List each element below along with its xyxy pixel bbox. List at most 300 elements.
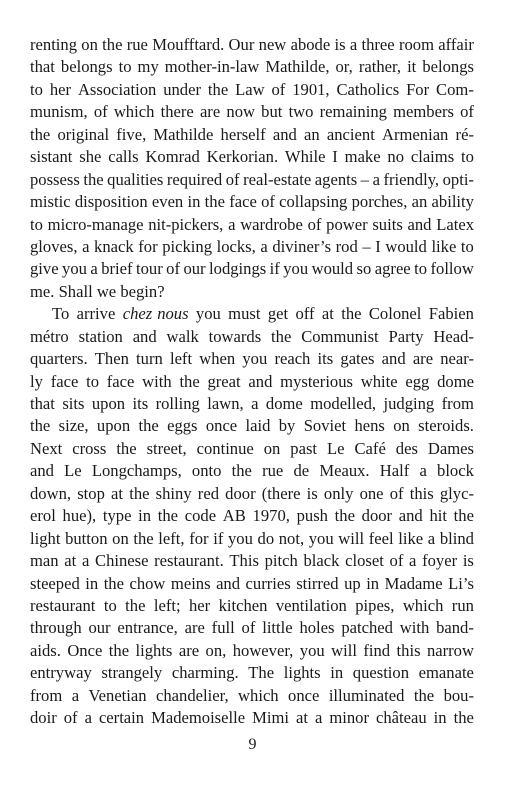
- word: qualities: [107, 169, 164, 189]
- word: down,: [30, 483, 72, 503]
- word: in: [330, 663, 344, 683]
- word: will: [338, 528, 365, 548]
- word: Madame: [384, 573, 443, 593]
- word: and: [248, 371, 273, 391]
- word: a: [427, 528, 436, 548]
- word: a: [419, 461, 427, 481]
- text-line: [30, 707, 474, 729]
- word: of: [271, 79, 286, 99]
- word: the: [125, 595, 146, 615]
- word: claims: [410, 147, 455, 167]
- word: rue: [126, 35, 148, 54]
- word: push: [296, 506, 328, 526]
- word: Moufftard.: [152, 35, 225, 54]
- word: Party: [388, 326, 424, 346]
- word: if: [269, 259, 280, 279]
- text-line: [30, 415, 474, 437]
- word: the: [157, 506, 179, 526]
- word: run: [451, 595, 474, 615]
- word: abode: [290, 35, 331, 54]
- word: ability: [431, 192, 474, 212]
- word: are: [412, 349, 434, 369]
- word: a: [84, 708, 92, 728]
- word: métro: [30, 326, 69, 346]
- word: on: [81, 35, 98, 54]
- text-line: [30, 146, 474, 168]
- word: entryway: [30, 663, 92, 683]
- word: emanate: [418, 663, 474, 683]
- text-line: [30, 101, 474, 123]
- word: which: [113, 102, 155, 122]
- text-line: [30, 460, 474, 482]
- word: Com-: [436, 79, 474, 99]
- word: in: [138, 506, 152, 526]
- word: charming.: [171, 663, 239, 683]
- text-line: [30, 595, 474, 617]
- word: glyc-: [439, 483, 474, 503]
- word: 1970,: [252, 506, 290, 526]
- word: mysterious: [280, 371, 353, 391]
- word: near-: [440, 349, 474, 369]
- word: lodgings: [209, 259, 267, 279]
- word: off: [295, 304, 315, 324]
- text-line: [30, 326, 474, 348]
- word: The: [248, 663, 275, 683]
- word: hit: [429, 506, 447, 526]
- paragraph-2: [30, 303, 474, 729]
- word: judging: [383, 394, 435, 413]
- word: of: [225, 169, 240, 189]
- word: do: [257, 528, 275, 548]
- word: room: [398, 35, 434, 54]
- word: pitch: [264, 551, 298, 571]
- word: certain: [98, 708, 145, 728]
- word: light: [30, 528, 61, 548]
- word: in: [187, 192, 201, 212]
- word: illuminated: [328, 685, 405, 705]
- word: the: [138, 416, 159, 436]
- word: with: [399, 618, 430, 638]
- word: and: [381, 349, 406, 369]
- word: Dames: [427, 438, 474, 458]
- word: onto: [191, 461, 222, 481]
- word: For: [406, 79, 430, 99]
- word: in: [366, 573, 380, 593]
- word: the: [30, 124, 51, 144]
- word: entrance,: [117, 618, 178, 638]
- word: she: [79, 147, 102, 167]
- word: tour: [135, 259, 163, 279]
- word: if: [213, 528, 224, 548]
- word: an: [304, 124, 320, 144]
- word: gloves,: [30, 236, 78, 256]
- word: is: [306, 483, 318, 503]
- word: from: [441, 394, 474, 413]
- word: the: [207, 79, 229, 99]
- word: –: [362, 236, 371, 256]
- word: new: [258, 35, 287, 54]
- word: Communist: [301, 326, 379, 346]
- word: of: [261, 192, 275, 212]
- word: size,: [58, 416, 89, 436]
- word: would: [311, 259, 354, 279]
- word: Next: [30, 438, 63, 458]
- text-line: [30, 550, 474, 572]
- word: a: [81, 551, 90, 571]
- word: full: [211, 618, 235, 638]
- word: micro-manage: [47, 214, 144, 234]
- word: you: [283, 259, 309, 279]
- word: are: [178, 640, 200, 660]
- word: is: [334, 35, 346, 54]
- paragraph-1: [30, 34, 474, 303]
- word: three: [361, 35, 395, 54]
- word: possess: [30, 169, 80, 189]
- word: at: [111, 483, 124, 503]
- word: great: [207, 371, 241, 391]
- word: (there: [261, 483, 301, 503]
- word: Chinese: [95, 551, 149, 571]
- word: white: [360, 371, 398, 391]
- word: no: [387, 147, 405, 167]
- word: château: [375, 708, 427, 728]
- word: our: [183, 259, 206, 279]
- word: to: [461, 147, 474, 167]
- word: in: [85, 573, 99, 593]
- word: the: [133, 528, 154, 548]
- word: rue: [262, 461, 284, 481]
- word: give: [30, 259, 59, 279]
- word: collapsing: [279, 192, 348, 212]
- text-line: me. Shall we begin?: [30, 281, 165, 301]
- word: brief: [101, 259, 133, 279]
- word: chow: [129, 573, 166, 593]
- text-line: [30, 236, 474, 258]
- word: and: [407, 214, 432, 234]
- word: Half: [379, 461, 410, 481]
- word: a: [82, 236, 90, 256]
- word: a: [260, 236, 268, 256]
- word: under: [163, 79, 201, 99]
- word: door: [361, 506, 393, 526]
- text-line: [30, 124, 474, 146]
- word: to: [460, 236, 474, 256]
- text-line: [30, 483, 474, 505]
- word: Mademoiselle: [151, 708, 246, 728]
- word: While: [284, 147, 326, 167]
- word: hens: [354, 416, 385, 436]
- word: left: [169, 349, 193, 369]
- word: this: [396, 640, 421, 660]
- word: –: [360, 169, 370, 189]
- word: the: [453, 708, 474, 728]
- word: blind: [439, 528, 474, 548]
- word: Kerkorian.: [206, 147, 279, 167]
- text-line: [30, 662, 474, 684]
- word: the: [102, 35, 123, 54]
- word: on: [263, 438, 281, 458]
- word: nit-pickers,: [148, 214, 224, 234]
- word: knack: [94, 236, 134, 256]
- word: man: [30, 551, 59, 571]
- text-line: [30, 56, 474, 78]
- word: I: [332, 147, 338, 167]
- word: mother-in-law: [164, 57, 260, 77]
- word: ventilation: [275, 595, 347, 615]
- text-line: [30, 528, 474, 550]
- word: shiny: [155, 483, 192, 503]
- word: Law: [235, 79, 265, 99]
- word: ancient: [326, 124, 375, 144]
- word: Then: [94, 349, 129, 369]
- word: like: [431, 236, 457, 256]
- word: Once: [67, 640, 103, 660]
- body-text: [30, 34, 474, 730]
- word: renting: [30, 35, 78, 54]
- word: Mimi: [252, 708, 289, 728]
- word: you: [227, 528, 253, 548]
- word: it: [407, 57, 417, 77]
- text-line: [30, 34, 474, 56]
- text-line: [30, 573, 474, 595]
- word: the: [453, 506, 474, 526]
- word: Association: [77, 79, 157, 99]
- word: opti-: [442, 169, 474, 189]
- word: restaurant.: [154, 551, 224, 571]
- word: stirred: [296, 573, 339, 593]
- word: of: [389, 483, 404, 503]
- word: on: [112, 528, 129, 548]
- word: lawn,: [207, 394, 244, 413]
- word: our: [88, 618, 111, 638]
- word: Latex: [436, 214, 474, 234]
- word: the: [83, 169, 104, 189]
- word: to: [30, 79, 43, 99]
- word: steeped: [30, 573, 80, 593]
- word: rod: [335, 236, 358, 256]
- word: even: [151, 192, 184, 212]
- word: which: [238, 685, 279, 705]
- word: ré-: [455, 124, 474, 144]
- word: now: [226, 102, 255, 122]
- word: must: [228, 304, 261, 324]
- word: its: [317, 349, 334, 369]
- word: upon: [96, 416, 131, 436]
- word: rather,: [358, 57, 402, 77]
- word: left;: [153, 595, 181, 615]
- word: her: [49, 79, 72, 99]
- word: narrow: [426, 640, 474, 660]
- text-line: [30, 169, 474, 191]
- word: of: [166, 259, 180, 279]
- page-number: 9: [248, 736, 257, 753]
- word: my: [137, 57, 159, 77]
- word: Armenian: [382, 124, 449, 144]
- word: for: [189, 528, 209, 548]
- word: her: [188, 595, 211, 615]
- word: by: [278, 416, 296, 436]
- word: of: [307, 214, 322, 234]
- word: the: [30, 416, 51, 436]
- word: lights: [135, 640, 173, 660]
- word: Longchamps,: [91, 461, 182, 481]
- word: closet: [345, 551, 384, 571]
- word: you: [195, 304, 221, 324]
- word: towards: [208, 326, 262, 346]
- word: and: [216, 573, 241, 593]
- text-line: [30, 79, 474, 101]
- word: locks,: [216, 236, 256, 256]
- word: calls: [108, 147, 139, 167]
- word: to: [86, 371, 99, 391]
- word: chandelier,: [156, 685, 229, 705]
- text-line: [30, 214, 474, 236]
- word: Fabien: [428, 304, 474, 324]
- word: egg: [405, 371, 430, 391]
- word: herself: [220, 124, 266, 144]
- word: at: [64, 551, 77, 571]
- word: with: [142, 371, 172, 391]
- text-line: [30, 303, 474, 325]
- word: the: [334, 506, 355, 526]
- word: get: [267, 304, 289, 324]
- word: curries: [245, 573, 291, 593]
- word: street,: [146, 438, 187, 458]
- word: real-estate: [243, 169, 312, 189]
- word: you: [308, 528, 334, 548]
- word: munism,: [30, 102, 88, 122]
- word: I: [375, 236, 381, 256]
- word: diviner’s: [272, 236, 332, 256]
- word: modelled,: [310, 394, 377, 413]
- word: rolling: [155, 394, 200, 413]
- word: and: [132, 326, 157, 346]
- word: Our: [228, 35, 255, 54]
- word: the: [341, 304, 362, 324]
- word: erol: [30, 506, 56, 526]
- word: find: [363, 640, 391, 660]
- word: Mathilde,: [265, 57, 330, 77]
- word: disposition: [74, 192, 148, 212]
- word: Li’s: [448, 573, 474, 593]
- word: pipes,: [355, 595, 395, 615]
- word: which: [402, 595, 444, 615]
- word: to: [118, 57, 132, 77]
- word: on,: [205, 640, 227, 660]
- word: only: [323, 483, 354, 503]
- word: type: [102, 506, 132, 526]
- word: affair: [438, 35, 474, 54]
- word: picking: [162, 236, 212, 256]
- text-line: [30, 640, 474, 662]
- word: Mathilde: [153, 124, 214, 144]
- word: sits: [62, 394, 85, 413]
- word: to: [30, 214, 43, 234]
- word: block: [437, 461, 474, 481]
- word: and: [272, 124, 297, 144]
- word: are: [184, 618, 205, 638]
- word: This: [229, 551, 259, 571]
- word: kitchen: [218, 595, 268, 615]
- word: button: [65, 528, 108, 548]
- word: this: [409, 483, 434, 503]
- word: follow: [430, 259, 474, 279]
- word: quarters.: [30, 349, 88, 369]
- word: the: [413, 685, 435, 705]
- word: the: [103, 573, 124, 593]
- word: cross: [72, 438, 107, 458]
- word: 1901,: [292, 79, 330, 99]
- word: original: [57, 124, 110, 144]
- word: a: [314, 708, 323, 728]
- word: will: [331, 640, 357, 660]
- word: you: [299, 640, 325, 660]
- word: doir: [30, 708, 57, 728]
- word: hue),: [62, 506, 97, 526]
- text-line: [30, 371, 474, 393]
- word: reach: [274, 349, 311, 369]
- word: Le: [64, 461, 82, 481]
- word: not,: [278, 528, 305, 548]
- word: is: [462, 551, 474, 571]
- word: belongs: [422, 57, 474, 77]
- word: you: [62, 259, 87, 279]
- word: des: [395, 438, 418, 458]
- word: code: [184, 506, 217, 526]
- word: however,: [232, 640, 294, 660]
- word: a: [409, 551, 417, 571]
- text-line: [30, 505, 474, 527]
- word: band-: [436, 618, 474, 638]
- word: aids.: [30, 640, 61, 660]
- word: through: [30, 618, 82, 638]
- word: a: [251, 394, 259, 413]
- word: Head-: [433, 326, 474, 346]
- word: and: [30, 461, 54, 481]
- word: a: [228, 214, 236, 234]
- word: at: [295, 708, 308, 728]
- text-line: [30, 438, 474, 460]
- word: AB: [222, 506, 246, 526]
- word: agents: [314, 169, 358, 189]
- word: porches,: [351, 192, 408, 212]
- word: eggs: [167, 416, 198, 436]
- word: like: [398, 528, 424, 548]
- word: face: [229, 192, 257, 212]
- word: steroids.: [418, 416, 474, 436]
- word: there: [160, 102, 194, 122]
- word: feel: [368, 528, 394, 548]
- word: mistic: [30, 192, 71, 212]
- word: make: [344, 147, 381, 167]
- word: lights: [283, 663, 321, 683]
- word: Meaux.: [319, 461, 370, 481]
- word: Café: [354, 438, 386, 458]
- word: the: [179, 371, 200, 391]
- text-line: [30, 617, 474, 639]
- word: of: [63, 708, 78, 728]
- word: to: [414, 259, 428, 279]
- word: its: [132, 394, 149, 413]
- word: restaurant: [30, 595, 96, 615]
- word: chez nous: [122, 304, 189, 324]
- word: Komrad: [145, 147, 200, 167]
- word: left,: [158, 528, 185, 548]
- word: dome: [265, 394, 303, 413]
- word: remaining: [319, 102, 387, 122]
- word: laid: [245, 416, 271, 436]
- word: that: [30, 57, 55, 77]
